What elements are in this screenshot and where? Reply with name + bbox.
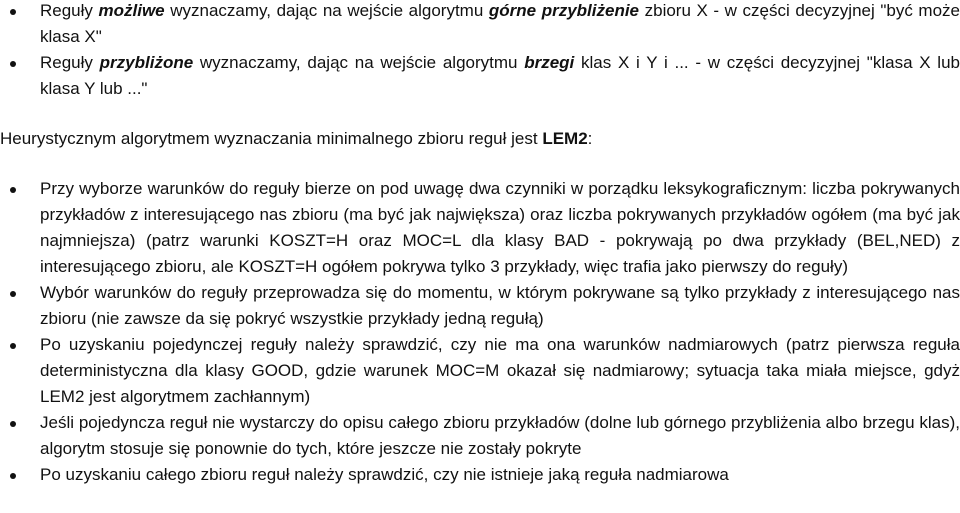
list-item: Reguły możliwe wyznaczamy, dając na wejście algorytmu górne przybliżenie zbioru X - w części decyzyjnej "być może klasa X": [0, 0, 960, 50]
bullet-icon: [10, 9, 16, 15]
bullet-icon: [10, 421, 16, 427]
bullet-icon: [10, 473, 16, 479]
bullet-icon: [10, 291, 16, 297]
emphasis-text: przybliżone: [99, 53, 194, 72]
main-bullet-list: [0, 176, 960, 488]
list-item: Reguły przybliżone wyznaczamy, dając na wejście algorytmu brzegi klas X i Y i ... - w części decyzyjnej "klasa X lub klasa Y lub ...": [0, 50, 960, 102]
list-item: Przy wyborze warunków do reguły bierze on pod uwagę dwa czynniki w porządku leksykograficznym: liczba pokrywanych przykładów z interesującego nas zbioru (ma być jak największa) oraz liczba pokrywanych przykładów ogółem (ma być jak najmniejsza) (patrz warunki KOSZT=H oraz MOC=L dla klasy BAD - pokrywają po dwa przykłady (BEL,NED) z interesującego zbioru, ale KOSZT=H ogółem pokrywa tylko 3 przykłady, więc trafia jako pierwszy do reguły): [0, 176, 960, 280]
emphasis-text: brzegi: [524, 53, 575, 72]
bullet-icon: [10, 187, 16, 193]
list-item: Jeśli pojedyncza reguł nie wystarczy do opisu całego zbioru przykładów (dolne lub górnego przybliżenia albo brzegu klas), algorytm stosuje się ponownie do tych, które jeszcze nie zostały pokryte: [0, 410, 960, 462]
bullet-icon: [10, 343, 16, 349]
list-item: Po uzyskaniu pojedynczej reguły należy sprawdzić, czy nie ma ona warunków nadmiarowych (patrz pierwsza reguła deterministyczna dla klasy GOOD, gdzie warunek MOC=M okazał się nadmiarowy; sytuacja taka miała miejsce, gdyż LEM2 jest algorytmem zachłannym): [0, 332, 960, 410]
section-heading: Heurystycznym algorytmem wyznaczania minimalnego zbioru reguł jest LEM2:: [0, 129, 593, 148]
top-bullet-list: [0, 0, 960, 102]
list-item: Po uzyskaniu całego zbioru reguł należy sprawdzić, czy nie istnieje jaką reguła nadmiarowa: [0, 462, 960, 488]
bullet-icon: [10, 61, 16, 67]
list-item: Wybór warunków do reguły przeprowadza się do momentu, w którym pokrywane są tylko przykłady z interesującego nas zbioru (nie zawsze da się pokryć wszystkie przykłady jedną regułą): [0, 280, 960, 332]
algorithm-name: LEM2: [542, 129, 588, 148]
emphasis-text: możliwe: [98, 1, 165, 20]
emphasis-text: górne przybliżenie: [488, 1, 640, 20]
